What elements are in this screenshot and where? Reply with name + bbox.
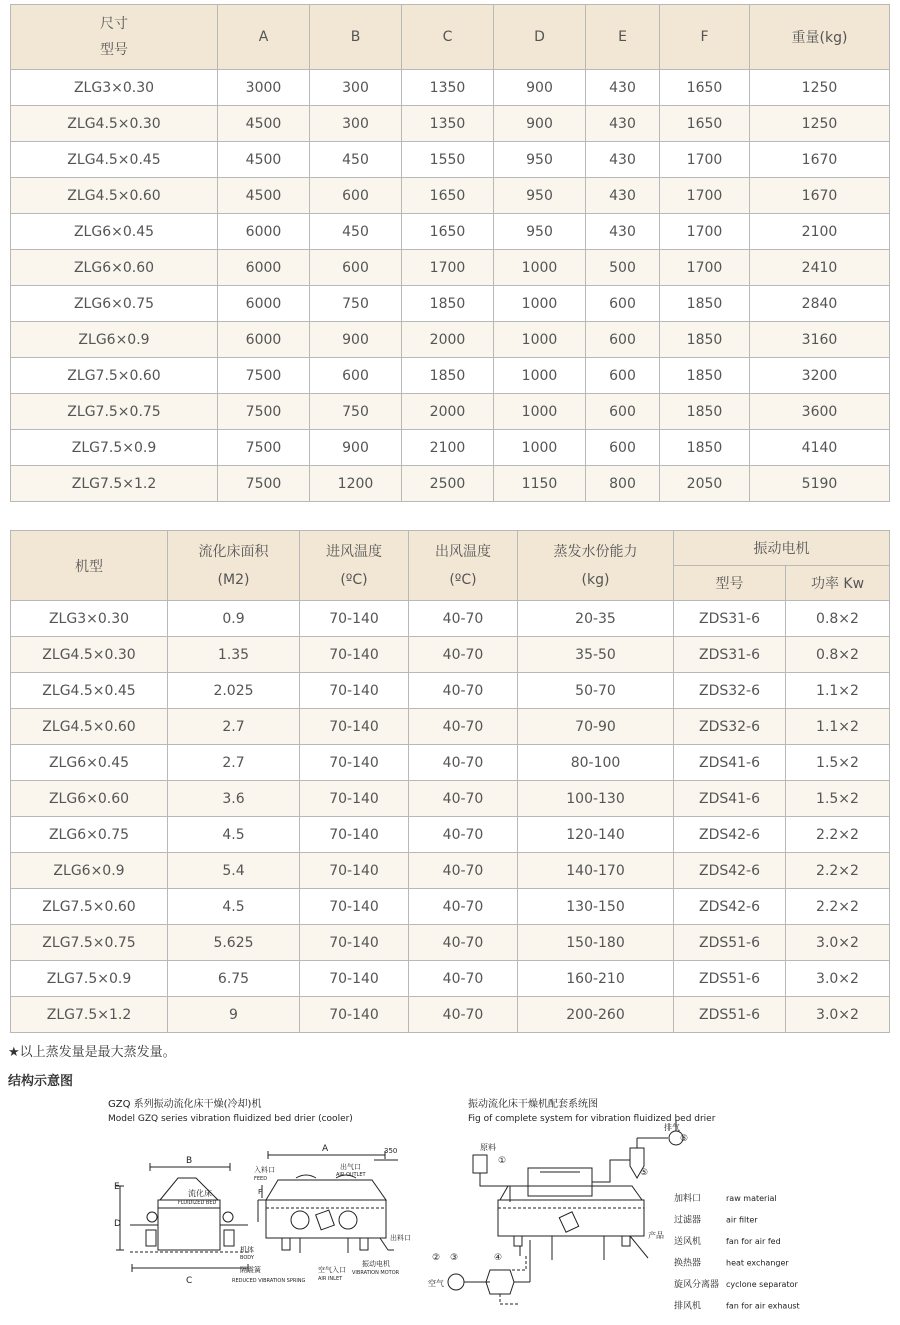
table-cell: 7500: [218, 394, 310, 430]
dim-e: E: [114, 1182, 120, 1192]
table-row: [11, 286, 890, 322]
table-cell: 4500: [218, 142, 310, 178]
table-cell: 950: [494, 178, 586, 214]
table-cell: 70-140: [300, 745, 409, 781]
table-cell: 40-70: [409, 709, 518, 745]
table-cell: ZLG4.5×0.30: [11, 637, 168, 673]
num-2: ②: [432, 1253, 441, 1263]
table-row: [11, 709, 890, 745]
table-cell: ZDS51-6: [674, 925, 786, 961]
label-inlet-en: AIR INLET: [318, 1276, 343, 1282]
table-row: [11, 637, 890, 673]
header-col: F: [660, 5, 750, 70]
legend: [674, 1192, 800, 1312]
table-cell: 120-140: [518, 817, 674, 853]
end-view-drawing: [116, 1163, 250, 1272]
table-cell: 300: [310, 70, 402, 106]
table-cell: 3.0×2: [786, 997, 890, 1033]
table-cell: 40-70: [409, 997, 518, 1033]
table-cell: ZLG7.5×0.9: [11, 430, 218, 466]
table-cell: ZLG3×0.30: [11, 70, 218, 106]
table-cell: 750: [310, 394, 402, 430]
performance-table: [10, 530, 890, 1033]
table-cell: 1350: [402, 106, 494, 142]
table-cell: 1700: [660, 178, 750, 214]
table-cell: 1650: [660, 106, 750, 142]
label-product: 产品: [648, 1231, 664, 1240]
table-cell: ZLG4.5×0.60: [11, 709, 168, 745]
table-cell: 4140: [750, 430, 890, 466]
table-cell: 5.625: [168, 925, 300, 961]
legend-item-cn: 旋风分离器: [674, 1280, 720, 1290]
legend-item-cn: 送风机: [674, 1237, 702, 1247]
dim-f: F: [258, 1188, 263, 1196]
table-cell: 600: [310, 178, 402, 214]
table-row: [11, 781, 890, 817]
table-row: [11, 817, 890, 853]
header-outlet: [409, 531, 518, 601]
table-cell: 40-70: [409, 781, 518, 817]
table-cell: 70-140: [300, 637, 409, 673]
table-cell: 2840: [750, 286, 890, 322]
header-model: 机型: [11, 531, 168, 601]
table-cell: 70-140: [300, 961, 409, 997]
legend-item-cn: 排风机: [674, 1301, 702, 1312]
table-cell: ZLG4.5×0.45: [11, 142, 218, 178]
table-cell: 2.2×2: [786, 817, 890, 853]
table-cell: 1.1×2: [786, 673, 890, 709]
table-cell: 2100: [750, 214, 890, 250]
table-cell: 1.1×2: [786, 709, 890, 745]
side-view-drawing: [258, 1151, 398, 1253]
table-row: [11, 358, 890, 394]
table-cell: 3.6: [168, 781, 300, 817]
table-cell: 950: [494, 214, 586, 250]
header-col: C: [402, 5, 494, 70]
label-body-cn: 机体: [240, 1246, 254, 1254]
table-cell: 1650: [402, 178, 494, 214]
table-cell: 40-70: [409, 961, 518, 997]
num-1: ①: [498, 1156, 507, 1166]
table-cell: 2500: [402, 466, 494, 502]
evaporation-note: ★以上蒸发量是最大蒸发量。: [8, 1045, 176, 1060]
table-cell: ZLG6×0.75: [11, 817, 168, 853]
section-title: 结构示意图: [8, 1074, 74, 1089]
table-cell: 1250: [750, 106, 890, 142]
table-cell: 600: [586, 286, 660, 322]
table-cell: 2410: [750, 250, 890, 286]
table-cell: 4500: [218, 106, 310, 142]
table-cell: 70-140: [300, 601, 409, 637]
table-cell: 7500: [218, 430, 310, 466]
right-diagram: [428, 1097, 800, 1312]
table-cell: ZLG6×0.9: [11, 853, 168, 889]
table-cell: 800: [586, 466, 660, 502]
table-cell: 6000: [218, 286, 310, 322]
table-cell: 1.35: [168, 637, 300, 673]
legend-item-en: fan for air fed: [726, 1237, 781, 1246]
table-cell: 70-140: [300, 853, 409, 889]
table-cell: 1250: [750, 70, 890, 106]
table-cell: 150-180: [518, 925, 674, 961]
table-cell: 1000: [494, 286, 586, 322]
table-cell: 1850: [660, 394, 750, 430]
table-cell: 20-35: [518, 601, 674, 637]
table-cell: 430: [586, 178, 660, 214]
label-bed-cn: 流化床: [188, 1189, 212, 1198]
table-cell: 4.5: [168, 889, 300, 925]
legend-item-en: fan for air exhaust: [726, 1301, 800, 1311]
header-evap-label: 蒸发水份能力: [553, 543, 638, 560]
table-cell: ZLG7.5×0.9: [11, 961, 168, 997]
table-row: [11, 745, 890, 781]
table-cell: 900: [494, 106, 586, 142]
table-cell: 1700: [660, 250, 750, 286]
table-cell: 900: [310, 430, 402, 466]
table-cell: 1670: [750, 142, 890, 178]
table-row: [11, 214, 890, 250]
table-cell: 600: [586, 322, 660, 358]
table-cell: 70-140: [300, 817, 409, 853]
table-cell: 1850: [660, 286, 750, 322]
table-cell: 900: [494, 70, 586, 106]
structure-diagrams: [0, 1090, 900, 1322]
table-cell: 2000: [402, 394, 494, 430]
right-title-en: Fig of complete system for vibration fluidized bed drier: [468, 1114, 716, 1124]
table-cell: 70-140: [300, 709, 409, 745]
label-spring-en: REDUCED VIBRATION SPRING: [232, 1278, 306, 1284]
table-row: [11, 889, 890, 925]
table-cell: 40-70: [409, 853, 518, 889]
legend-item-en: cyclone separator: [726, 1280, 798, 1289]
header-area: [168, 531, 300, 601]
table-cell: 0.9: [168, 601, 300, 637]
table-cell: 70-140: [300, 673, 409, 709]
table-cell: 450: [310, 142, 402, 178]
table-cell: 0.8×2: [786, 637, 890, 673]
table-cell: ZDS41-6: [674, 745, 786, 781]
legend-item-en: air filter: [726, 1215, 758, 1225]
table-cell: ZLG4.5×0.45: [11, 673, 168, 709]
header-model-label: 型号: [100, 42, 128, 58]
header-evap: [518, 531, 674, 601]
table-cell: ZLG6×0.60: [11, 781, 168, 817]
table-cell: 2.7: [168, 745, 300, 781]
table-cell: ZDS42-6: [674, 889, 786, 925]
label-motor-cn: 振动电机: [362, 1260, 390, 1268]
table-cell: ZLG7.5×0.75: [11, 925, 168, 961]
table-cell: 1000: [494, 394, 586, 430]
table-cell: 1000: [494, 430, 586, 466]
table-row: [11, 430, 890, 466]
table-cell: 5190: [750, 466, 890, 502]
table-row: [11, 673, 890, 709]
table-row: [11, 853, 890, 889]
table-cell: 3000: [218, 70, 310, 106]
table-cell: ZLG4.5×0.30: [11, 106, 218, 142]
dim-d: D: [114, 1219, 121, 1229]
table-row: [11, 394, 890, 430]
header-inlet-label: 进风温度: [326, 543, 382, 560]
table-row: [11, 322, 890, 358]
table-cell: 300: [310, 106, 402, 142]
table-cell: ZDS42-6: [674, 853, 786, 889]
header-col: E: [586, 5, 660, 70]
table-cell: 1000: [494, 322, 586, 358]
legend-item-en: heat exchanger: [726, 1258, 789, 1268]
header-outlet-label: 出风温度: [435, 543, 491, 560]
table-cell: 2.025: [168, 673, 300, 709]
table-cell: 40-70: [409, 889, 518, 925]
table-row: [11, 601, 890, 637]
table-row: [11, 142, 890, 178]
num-3: ③: [450, 1253, 459, 1263]
table-cell: 1.5×2: [786, 781, 890, 817]
table-cell: 1350: [402, 70, 494, 106]
table-row: [11, 466, 890, 502]
table-cell: ZLG3×0.30: [11, 601, 168, 637]
header-motor-power: 功率 Kw: [786, 566, 890, 601]
table-cell: 900: [310, 322, 402, 358]
label-feed-cn: 入料口: [254, 1166, 275, 1174]
left-title-cn: GZQ 系列振动流化床干燥(冷却)机: [108, 1099, 262, 1110]
header-inlet-unit: (ºC): [340, 571, 368, 588]
table-cell: 1650: [402, 214, 494, 250]
legend-item-cn: 换热器: [674, 1258, 702, 1269]
table-cell: 1650: [660, 70, 750, 106]
table-cell: 70-90: [518, 709, 674, 745]
table-cell: 1700: [402, 250, 494, 286]
table-cell: 430: [586, 214, 660, 250]
table-cell: 6.75: [168, 961, 300, 997]
header-outlet-unit: (ºC): [449, 571, 477, 588]
size-table: [10, 4, 890, 502]
table-row: [11, 250, 890, 286]
table-cell: 600: [310, 250, 402, 286]
dim-c: C: [186, 1276, 193, 1286]
table-cell: 40-70: [409, 601, 518, 637]
table-cell: 70-140: [300, 889, 409, 925]
table-cell: 200-260: [518, 997, 674, 1033]
header-motor: 振动电机: [674, 531, 890, 566]
label-raw: 原料: [480, 1143, 496, 1152]
header-size-model: [11, 5, 218, 70]
left-title-en: Model GZQ series vibration fluidized bed drier (cooler): [108, 1114, 353, 1124]
dim-350: 350: [384, 1147, 398, 1155]
table-cell: 950: [494, 142, 586, 178]
table-cell: 1670: [750, 178, 890, 214]
table-cell: 500: [586, 250, 660, 286]
label-body-en: BODY: [240, 1255, 254, 1261]
label-inlet-cn: 空气入口: [318, 1266, 346, 1274]
table-cell: ZDS32-6: [674, 673, 786, 709]
table-cell: 600: [310, 358, 402, 394]
table-cell: 2.2×2: [786, 853, 890, 889]
table-cell: 140-170: [518, 853, 674, 889]
table-cell: 3160: [750, 322, 890, 358]
table-row: [11, 961, 890, 997]
table-cell: 40-70: [409, 817, 518, 853]
label-outlet-cn: 出气口: [340, 1163, 361, 1171]
table-cell: 3.0×2: [786, 925, 890, 961]
table-cell: 1150: [494, 466, 586, 502]
table-cell: ZLG7.5×1.2: [11, 466, 218, 502]
table-cell: 1850: [660, 430, 750, 466]
table-cell: ZDS32-6: [674, 709, 786, 745]
table-cell: 40-70: [409, 745, 518, 781]
table-cell: 35-50: [518, 637, 674, 673]
table-cell: ZLG7.5×1.2: [11, 997, 168, 1033]
label-feed-en: FEED: [254, 1176, 268, 1182]
table-cell: ZDS42-6: [674, 817, 786, 853]
num-5: ⑤: [640, 1168, 649, 1178]
table-cell: 1700: [660, 142, 750, 178]
num-6: ⑥: [680, 1134, 689, 1144]
table-cell: 40-70: [409, 673, 518, 709]
table-cell: ZDS51-6: [674, 997, 786, 1033]
header-evap-unit: (kg): [581, 571, 610, 588]
table-cell: 430: [586, 106, 660, 142]
label-exhaust: 排气: [664, 1123, 680, 1132]
table-cell: ZLG6×0.75: [11, 286, 218, 322]
table-cell: 1850: [402, 286, 494, 322]
header-col: 重量(kg): [750, 5, 890, 70]
table-cell: 5.4: [168, 853, 300, 889]
table-cell: 3200: [750, 358, 890, 394]
table-cell: 100-130: [518, 781, 674, 817]
table-cell: ZLG6×0.45: [11, 745, 168, 781]
table-cell: 7500: [218, 466, 310, 502]
table-cell: ZLG6×0.45: [11, 214, 218, 250]
table-cell: 2000: [402, 322, 494, 358]
header-area-label: 流化床面积: [198, 543, 269, 560]
table-cell: 9: [168, 997, 300, 1033]
label-motor-en: VIBRATION MOTOR: [352, 1270, 400, 1276]
table-cell: 160-210: [518, 961, 674, 997]
table-cell: ZDS31-6: [674, 637, 786, 673]
table-cell: ZLG7.5×0.60: [11, 358, 218, 394]
left-diagram: [108, 1097, 411, 1286]
num-4: ④: [494, 1253, 503, 1263]
table-cell: 1000: [494, 250, 586, 286]
label-bed-en: FLUIDIZED BED: [178, 1200, 217, 1206]
label-outlet-en: AIR OUTLET: [336, 1172, 366, 1178]
table-cell: 6000: [218, 214, 310, 250]
table-cell: 4.5: [168, 817, 300, 853]
table-cell: 600: [586, 358, 660, 394]
table-cell: ZDS31-6: [674, 601, 786, 637]
table-cell: ZLG6×0.9: [11, 322, 218, 358]
label-discharge-cn: 出料口: [390, 1234, 411, 1242]
table-cell: ZLG6×0.60: [11, 250, 218, 286]
header-col: A: [218, 5, 310, 70]
header-motor-model: 型号: [674, 566, 786, 601]
table-cell: 430: [586, 70, 660, 106]
table-cell: ZLG7.5×0.75: [11, 394, 218, 430]
dim-a: A: [322, 1144, 329, 1154]
header-col: D: [494, 5, 586, 70]
table-cell: 2.7: [168, 709, 300, 745]
label-spring-cn: 隔震簧: [240, 1266, 261, 1274]
table-cell: 40-70: [409, 637, 518, 673]
table-header-row: [11, 5, 890, 70]
table-cell: 4500: [218, 178, 310, 214]
table-cell: 600: [586, 394, 660, 430]
table-cell: 1000: [494, 358, 586, 394]
table-cell: 70-140: [300, 925, 409, 961]
table-cell: 6000: [218, 322, 310, 358]
table-cell: 1850: [402, 358, 494, 394]
table-cell: 40-70: [409, 925, 518, 961]
table-row: [11, 106, 890, 142]
table-cell: ZLG4.5×0.60: [11, 178, 218, 214]
table-row: [11, 70, 890, 106]
table-row: [11, 997, 890, 1033]
table-row: [11, 925, 890, 961]
table-cell: 3.0×2: [786, 961, 890, 997]
table-cell: 6000: [218, 250, 310, 286]
table-cell: 70-140: [300, 997, 409, 1033]
table-cell: 450: [310, 214, 402, 250]
legend-item-cn: 过滤器: [674, 1215, 702, 1226]
header-inlet: [300, 531, 409, 601]
header-size-label: 尺寸: [100, 16, 128, 32]
table-cell: 1850: [660, 322, 750, 358]
table-cell: 80-100: [518, 745, 674, 781]
table-cell: 1850: [660, 358, 750, 394]
table-cell: 2050: [660, 466, 750, 502]
table-cell: 1700: [660, 214, 750, 250]
table-cell: 750: [310, 286, 402, 322]
table-cell: 0.8×2: [786, 601, 890, 637]
label-air: 空气: [428, 1279, 444, 1288]
table-cell: 600: [586, 430, 660, 466]
legend-item-en: raw material: [726, 1194, 777, 1203]
table-cell: 430: [586, 142, 660, 178]
table-cell: 1200: [310, 466, 402, 502]
header-area-unit: (M2): [217, 571, 250, 588]
table-cell: 130-150: [518, 889, 674, 925]
table-header-row: [11, 531, 890, 566]
table-cell: 1550: [402, 142, 494, 178]
table-cell: ZDS41-6: [674, 781, 786, 817]
table-cell: 7500: [218, 358, 310, 394]
dim-b: B: [186, 1156, 193, 1166]
table-cell: 50-70: [518, 673, 674, 709]
table-cell: 3600: [750, 394, 890, 430]
table-cell: ZDS51-6: [674, 961, 786, 997]
table-cell: 1.5×2: [786, 745, 890, 781]
table-cell: 2.2×2: [786, 889, 890, 925]
legend-item-cn: 加料口: [674, 1194, 702, 1204]
table-cell: 2100: [402, 430, 494, 466]
header-col: B: [310, 5, 402, 70]
table-cell: ZLG7.5×0.60: [11, 889, 168, 925]
right-title-cn: 振动流化床干燥机配套系统图: [468, 1099, 598, 1110]
table-row: [11, 178, 890, 214]
table-cell: 70-140: [300, 781, 409, 817]
